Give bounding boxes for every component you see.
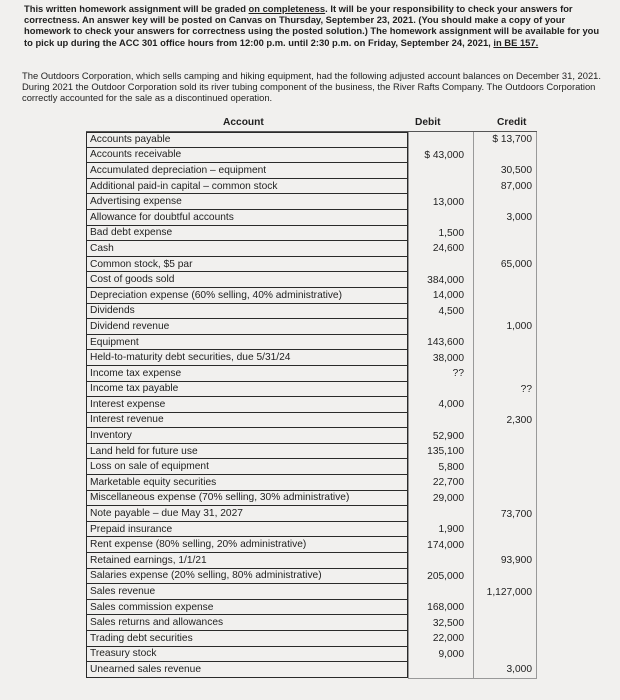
table-row xyxy=(86,600,537,616)
table-row xyxy=(86,335,537,351)
credit-cell xyxy=(474,350,537,366)
debit-cell xyxy=(408,662,474,678)
credit-cell xyxy=(474,615,537,631)
table-body xyxy=(86,132,537,678)
table-row xyxy=(86,475,537,491)
credit-cell xyxy=(474,304,537,320)
debit-cell xyxy=(408,319,474,335)
account-name-cell: Cost of goods sold xyxy=(86,272,408,288)
debit-cell: 9,000 xyxy=(408,647,474,663)
table-row xyxy=(86,257,537,273)
header-account: Account xyxy=(223,117,264,128)
account-name-cell: Retained earnings, 1/1/21 xyxy=(86,553,408,569)
table-row xyxy=(86,537,537,553)
table-row xyxy=(86,319,537,335)
credit-cell xyxy=(474,397,537,413)
debit-cell xyxy=(408,179,474,195)
table-row xyxy=(86,631,537,647)
debit-cell: 38,000 xyxy=(408,350,474,366)
debit-cell: 5,800 xyxy=(408,459,474,475)
account-name-cell: Additional paid-in capital – common stock xyxy=(86,179,408,195)
debit-cell: 29,000 xyxy=(408,491,474,507)
assignment-instructions xyxy=(24,3,606,48)
debit-cell xyxy=(408,553,474,569)
account-name-cell: Accumulated depreciation – equipment xyxy=(86,163,408,179)
account-name-cell: Miscellaneous expense (70% selling, 30% administrative) xyxy=(86,491,408,507)
debit-cell: 22,000 xyxy=(408,631,474,647)
account-name-cell: Loss on sale of equipment xyxy=(86,459,408,475)
debit-cell: 135,100 xyxy=(408,444,474,460)
account-name-cell: Land held for future use xyxy=(86,444,408,460)
table-row xyxy=(86,491,537,507)
table-row xyxy=(86,132,537,148)
problem-paragraph: The Outdoors Corporation, which sells camping and hiking equipment, had the following adjusted account balances on December 31, 2021. During 2021 the Outdoor Corporation sold its river tubing component of the business, the River Rafts Company. The Outdoors Corporation correctly accounted for the sale as a discontinued operation. xyxy=(22,70,601,104)
account-name-cell: Marketable equity securities xyxy=(86,475,408,491)
credit-cell xyxy=(474,647,537,663)
account-name-cell: Treasury stock xyxy=(86,647,408,663)
account-name-cell: Sales revenue xyxy=(86,584,408,600)
account-name-cell: Accounts receivable xyxy=(86,148,408,164)
table-row xyxy=(86,288,537,304)
credit-cell xyxy=(474,194,537,210)
debit-cell: 168,000 xyxy=(408,600,474,616)
account-name-cell: Income tax expense xyxy=(86,366,408,382)
instructions-emphasis: on completeness xyxy=(248,3,326,14)
credit-cell xyxy=(474,600,537,616)
debit-cell: 1,900 xyxy=(408,522,474,538)
debit-cell: 384,000 xyxy=(408,272,474,288)
credit-cell xyxy=(474,569,537,585)
debit-cell: 143,600 xyxy=(408,335,474,351)
table-row xyxy=(86,615,537,631)
credit-cell: 1,127,000 xyxy=(474,584,537,600)
table-row xyxy=(86,522,537,538)
credit-cell xyxy=(474,366,537,382)
table-row xyxy=(86,366,537,382)
credit-cell: 65,000 xyxy=(474,257,537,273)
credit-cell xyxy=(474,288,537,304)
header-credit: Credit xyxy=(497,117,527,128)
account-name-cell: Accounts payable xyxy=(86,132,408,148)
debit-cell xyxy=(408,132,474,148)
debit-cell: 32,500 xyxy=(408,615,474,631)
debit-cell xyxy=(408,210,474,226)
credit-cell xyxy=(474,335,537,351)
table-row xyxy=(86,163,537,179)
account-name-cell: Equipment xyxy=(86,335,408,351)
credit-cell xyxy=(474,272,537,288)
debit-cell: 52,900 xyxy=(408,428,474,444)
instructions-text-a: This written homework assignment will be graded xyxy=(24,3,249,14)
credit-cell: ?? xyxy=(474,382,537,398)
table-row xyxy=(86,382,537,398)
header-debit: Debit xyxy=(415,117,441,128)
debit-cell xyxy=(408,584,474,600)
debit-cell: 205,000 xyxy=(408,569,474,585)
debit-cell: 174,000 xyxy=(408,537,474,553)
credit-cell xyxy=(474,241,537,257)
account-name-cell: Inventory xyxy=(86,428,408,444)
debit-cell xyxy=(408,506,474,522)
credit-cell: 87,000 xyxy=(474,179,537,195)
account-name-cell: Bad debt expense xyxy=(86,226,408,242)
credit-cell: 1,000 xyxy=(474,319,537,335)
debit-cell: 22,700 xyxy=(408,475,474,491)
table-row xyxy=(86,428,537,444)
credit-cell xyxy=(474,226,537,242)
table-row xyxy=(86,413,537,429)
debit-cell: ?? xyxy=(408,366,474,382)
account-name-cell: Sales commission expense xyxy=(86,600,408,616)
account-name-cell: Prepaid insurance xyxy=(86,522,408,538)
header-divider xyxy=(86,131,537,132)
table-row xyxy=(86,569,537,585)
table-row xyxy=(86,647,537,663)
debit-cell: 4,500 xyxy=(408,304,474,320)
credit-cell xyxy=(474,522,537,538)
table-row xyxy=(86,553,537,569)
debit-cell: 13,000 xyxy=(408,194,474,210)
debit-cell xyxy=(408,413,474,429)
instructions-text-b: . It will be your responsibility to check your answers for correctness. An answer key will be posted on Canvas on Thursday, September 23, 2021. (You should make a copy of your homework to check your answers for correctness using the posted solution.) The homework assignment will be available for you to pick up during the ACC 301 office hours from 12:00 p.m. until 2:30 p.m. on Friday, September 24, 2021, xyxy=(24,3,600,48)
credit-cell xyxy=(474,475,537,491)
debit-cell xyxy=(408,163,474,179)
account-name-cell: Rent expense (80% selling, 20% administrative) xyxy=(86,537,408,553)
account-name-cell: Cash xyxy=(86,241,408,257)
table-row xyxy=(86,459,537,475)
account-name-cell: Common stock, $5 par xyxy=(86,257,408,273)
table-row xyxy=(86,210,537,226)
debit-cell xyxy=(408,382,474,398)
credit-cell: 93,900 xyxy=(474,553,537,569)
debit-cell: 4,000 xyxy=(408,397,474,413)
table-bottom-rule xyxy=(408,678,537,679)
table-row xyxy=(86,304,537,320)
account-name-cell: Interest revenue xyxy=(86,413,408,429)
account-name-cell: Income tax payable xyxy=(86,382,408,398)
table-row xyxy=(86,148,537,164)
credit-cell: 30,500 xyxy=(474,163,537,179)
account-name-cell: Salaries expense (20% selling, 80% administrative) xyxy=(86,569,408,585)
table-row xyxy=(86,444,537,460)
table-row xyxy=(86,241,537,257)
account-name-cell: Depreciation expense (60% selling, 40% administrative) xyxy=(86,288,408,304)
account-name-cell: Dividends xyxy=(86,304,408,320)
credit-cell xyxy=(474,444,537,460)
account-balances-table xyxy=(86,116,537,679)
table-row xyxy=(86,397,537,413)
credit-cell xyxy=(474,537,537,553)
table-header xyxy=(86,116,537,132)
account-name-cell: Note payable – due May 31, 2027 xyxy=(86,506,408,522)
account-name-cell: Dividend revenue xyxy=(86,319,408,335)
table-row xyxy=(86,272,537,288)
credit-cell: 73,700 xyxy=(474,506,537,522)
credit-cell xyxy=(474,491,537,507)
debit-cell xyxy=(408,257,474,273)
instructions-location: in BE 157. xyxy=(493,36,539,48)
account-name-cell: Unearned sales revenue xyxy=(86,662,408,678)
debit-cell: 24,600 xyxy=(408,241,474,257)
account-name-cell: Trading debt securities xyxy=(86,631,408,647)
table-row xyxy=(86,506,537,522)
credit-cell xyxy=(474,631,537,647)
debit-cell: $ 43,000 xyxy=(408,148,474,164)
credit-cell: 3,000 xyxy=(474,210,537,226)
account-name-cell: Interest expense xyxy=(86,397,408,413)
account-name-cell: Advertising expense xyxy=(86,194,408,210)
table-row xyxy=(86,584,537,600)
credit-cell xyxy=(474,428,537,444)
account-name-cell: Sales returns and allowances xyxy=(86,615,408,631)
credit-cell: $ 13,700 xyxy=(474,132,537,148)
credit-cell: 3,000 xyxy=(474,662,537,678)
table-row xyxy=(86,662,537,678)
account-name-cell: Allowance for doubtful accounts xyxy=(86,210,408,226)
account-name-cell: Held-to-maturity debt securities, due 5/31/24 xyxy=(86,350,408,366)
table-row xyxy=(86,194,537,210)
debit-cell: 14,000 xyxy=(408,288,474,304)
credit-cell xyxy=(474,459,537,475)
table-row xyxy=(86,350,537,366)
table-row xyxy=(86,179,537,195)
credit-cell: 2,300 xyxy=(474,413,537,429)
credit-cell xyxy=(474,148,537,164)
table-row xyxy=(86,226,537,242)
debit-cell: 1,500 xyxy=(408,226,474,242)
